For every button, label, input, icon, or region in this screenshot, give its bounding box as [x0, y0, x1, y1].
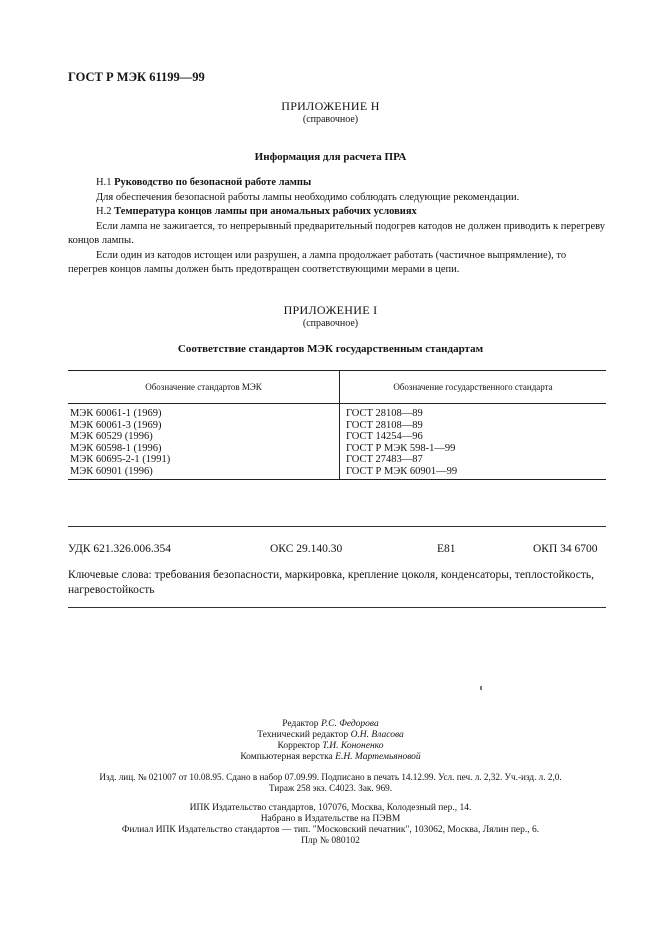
section-h1 — [68, 176, 608, 278]
appendix-h-subtitle: (справочное) — [302, 114, 359, 125]
appendix-i-subtitle: (справочное) — [302, 318, 359, 329]
section-h2-number: Н.2 — [96, 206, 112, 217]
appendix-i-title: ПРИЛОЖЕНИЕ I — [283, 303, 378, 317]
table-header-gost: Обозначение государственного стандарта — [340, 371, 607, 404]
speck-mark — [480, 686, 482, 690]
tech-editor-label: Технический редактор — [257, 730, 349, 740]
publisher-line-4: Плр № 080102 — [301, 836, 360, 846]
iec-item: МЭК 60529 (1996) — [70, 431, 153, 442]
gost-item: ГОСТ 28108—89 — [346, 408, 423, 419]
gost-item: ГОСТ 27483—87 — [346, 454, 423, 465]
credits-block — [0, 719, 661, 763]
standards-table — [68, 370, 606, 480]
imprint-block — [0, 772, 661, 794]
proofreader-name: Т.И. Кононенко — [322, 741, 384, 751]
layout-name: Е.Н. Мартемьяновой — [335, 752, 421, 762]
keywords: Ключевые слова: требования безопасности, маркировка, крепление цоколя, конденсаторы, теплостойкость, нагревостойкость — [68, 569, 595, 596]
editor-label: Редактор — [282, 719, 319, 729]
okp-code: ОКП 34 6700 — [533, 543, 598, 555]
appendix-h-heading: Информация для расчета ПРА — [254, 151, 407, 163]
gost-item: ГОСТ Р МЭК 598-1—99 — [346, 442, 456, 454]
section-h1-number: Н.1 — [96, 177, 112, 188]
iec-item: МЭК 60061-1 (1969) — [70, 408, 162, 419]
document-header: ГОСТ Р МЭК 61199—99 — [68, 70, 205, 84]
editor-name: Р.С. Федорова — [320, 719, 379, 729]
paragraph-h2b: Если один из катодов истощен или разрушен, а лампа продолжает работать (частичное выпрямление), то перегрев концов лампы должен быть предотвращен соответствующими мерами в цепи. — [68, 249, 567, 275]
oks-code: ОКС 29.140.30 — [270, 543, 343, 555]
proofreader-label: Корректор — [277, 741, 320, 751]
table-row — [68, 404, 606, 480]
publisher-line-2: Набрано в Издательстве на ПЭВМ — [260, 814, 401, 824]
gost-item: ГОСТ Р МЭК 60901—99 — [346, 465, 458, 477]
iec-item: МЭК 60598-1 (1996) — [70, 442, 162, 454]
gost-item: ГОСТ 28108—89 — [346, 419, 423, 431]
divider-top — [68, 526, 606, 527]
tech-editor-name: О.Н. Власова — [350, 730, 404, 740]
appendix-i-heading: Соответствие стандартов МЭК государственным стандартам — [177, 343, 484, 355]
gost-column — [340, 404, 607, 480]
iec-item: МЭК 60901 (1996) — [70, 465, 153, 477]
imprint-line-2: Тираж 258 экз. С4023. Зак. 969. — [268, 783, 393, 793]
imprint-line-1: Изд. лиц. № 021007 от 10.08.95. Сдано в набор 07.09.99. Подписано в печать 14.12.99. Усл. печ. л. 2,32. Уч.-изд. л. 2,0. — [99, 772, 562, 782]
paragraph-h2a: Если лампа не зажигается, то непрерывный предварительный подогрев катодов не должен приводить к перегреву концов лампы. — [68, 220, 606, 246]
divider-bottom — [68, 607, 606, 608]
iec-item: МЭК 60695-2-1 (1991) — [70, 454, 171, 465]
publisher-line-1: ИПК Издательство стандартов, 107076, Москва, Колодезный пер., 14. — [189, 803, 472, 813]
section-h2-title: Температура концов лампы при аномальных рабочих условиях — [114, 206, 417, 217]
iec-column — [68, 404, 340, 480]
iec-item: МЭК 60061-3 (1969) — [70, 419, 162, 431]
gost-item: ГОСТ 14254—96 — [346, 431, 423, 442]
section-h1-title: Руководство по безопасной работе лампы — [114, 177, 312, 188]
udk-code: УДК 621.326.006.354 — [68, 543, 171, 555]
table-header-iec: Обозначение стандартов МЭК — [68, 371, 340, 404]
layout-label: Компьютерная верстка — [240, 752, 333, 762]
appendix-h-title: ПРИЛОЖЕНИЕ Н — [281, 99, 380, 113]
e-code: Е81 — [437, 543, 456, 555]
paragraph-h1: Для обеспечения безопасной работы лампы необходимо соблюдать следующие рекомендации. — [96, 191, 520, 203]
publisher-block — [0, 803, 661, 847]
publisher-line-3: Филиал ИПК Издательство стандартов — тип. "Московский печатник", 103062, Москва, Лялин пер., 6. — [121, 825, 540, 835]
